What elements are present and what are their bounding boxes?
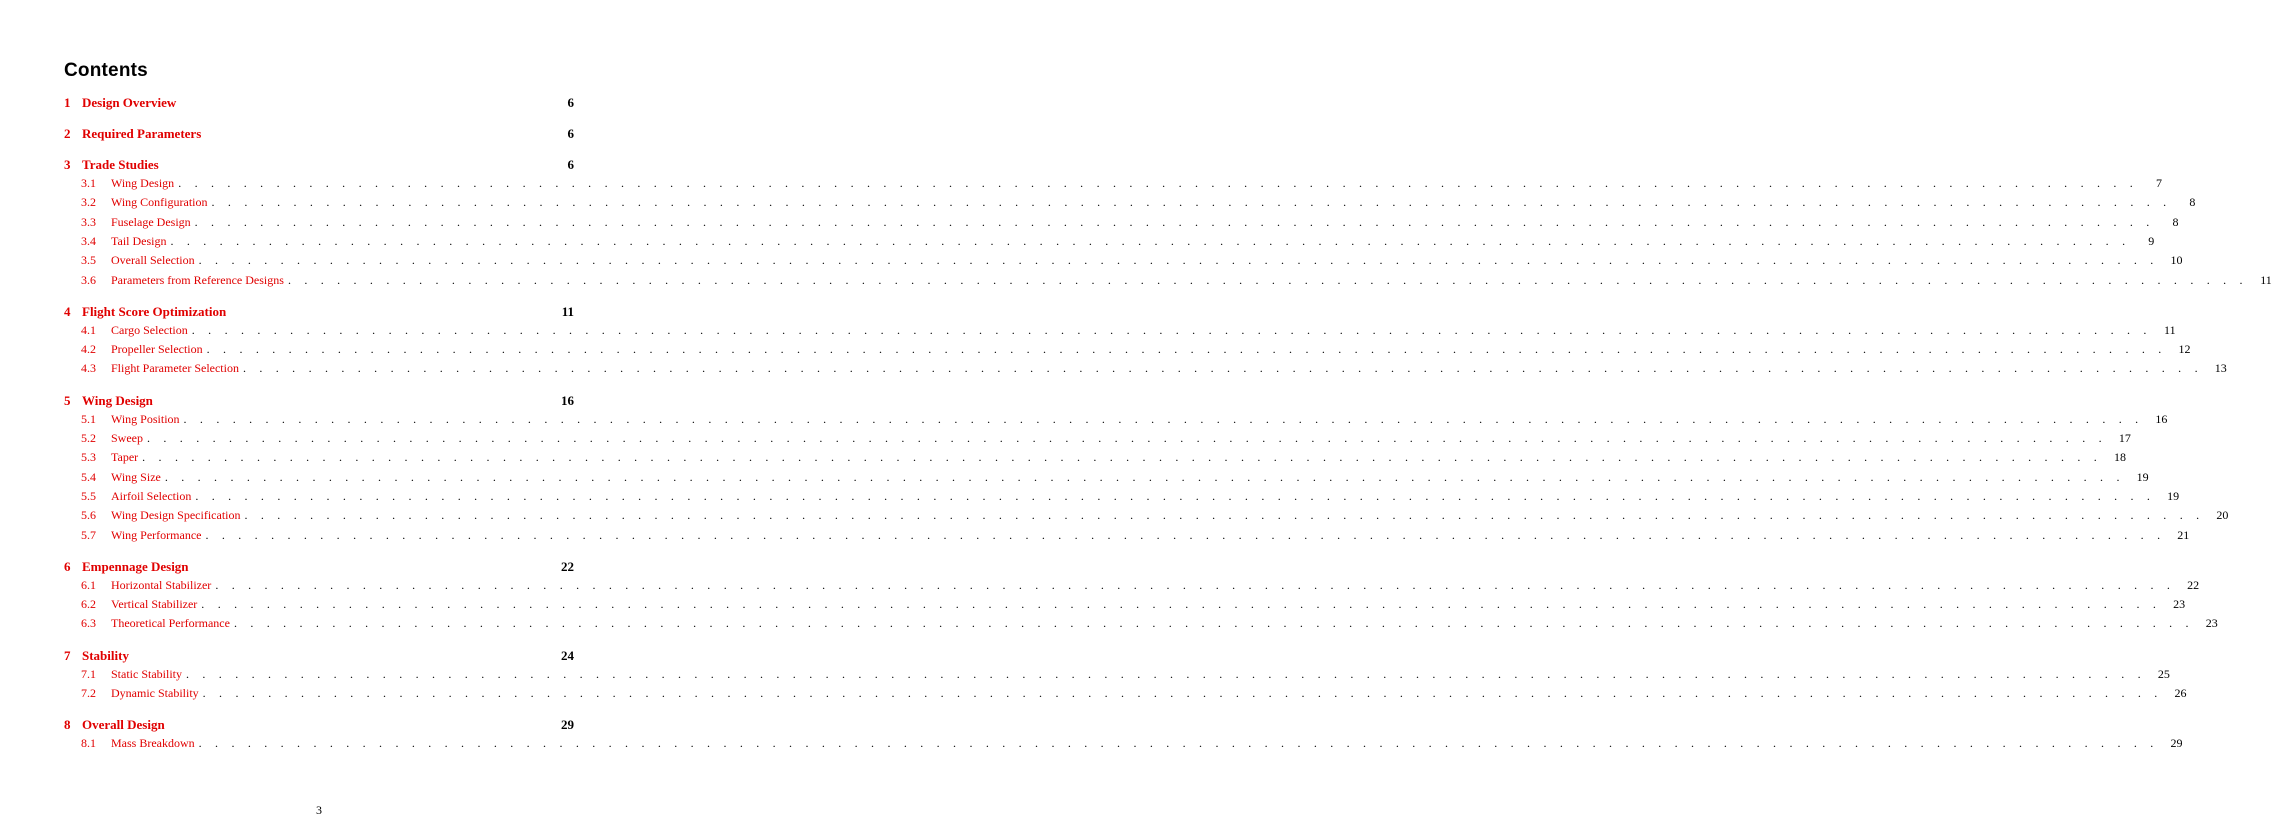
dot-leader: . . . . . . . . . . . . . . . . . . . . . . . . . . . . . . . . . . . . . . . . . . . . . . . . . . . . . . . . . . . . . . . . . . . . . . . . . . . . . . . . . . . . . . . . . . . . . . . . . . . . . . . . . . . . . . . . . . . . . . . .	[191, 322, 2152, 337]
subsection-title-link[interactable]: Overall Selection	[111, 253, 195, 268]
section-page-number: 24	[561, 647, 574, 663]
subsection-title-link[interactable]: Horizontal Stabilizer	[111, 577, 212, 592]
section-page-number: 22	[561, 558, 574, 574]
toc-subsection-entry[interactable]	[64, 233, 2155, 252]
subsection-page-number: 18	[2113, 450, 2126, 465]
subsection-page-number: 20	[2216, 508, 2229, 523]
subsection-title-link[interactable]: Sweep	[111, 431, 143, 445]
dot-leader: . . . . . . . . . . . . . . . . . . . . . . . . . . . . . . . . . . . . . . . . . . . . . . . . . . . . . . . . . . . . . . . . . . . . . . . . . . . . . . . . . . . . . . . . . . . . . . . . . . . . . . . . . . . . . . . . . . . . . . . .	[164, 469, 2125, 484]
toc-section-entry[interactable]	[64, 126, 574, 144]
toc-subsection-entry[interactable]	[64, 253, 2183, 271]
toc-subsection-entry[interactable]	[64, 322, 2176, 341]
subsection-page-number: 19	[2136, 469, 2149, 484]
toc-subsection-entry[interactable]	[64, 488, 2180, 507]
section-page-number: 11	[561, 303, 574, 319]
subsection-title-link[interactable]: Propeller Selection	[111, 342, 203, 357]
subsection-number: 4.1	[81, 322, 96, 337]
subsection-title-link[interactable]: Wing Design Specification	[111, 508, 241, 523]
subsection-page-number: 17	[2118, 431, 2131, 445]
section-title-link[interactable]: Required Parameters	[82, 126, 202, 141]
subsection-title-link[interactable]: Airfoil Selection	[111, 488, 192, 503]
toc-subsection-entry[interactable]	[64, 431, 2131, 449]
page-number: 3	[316, 803, 322, 817]
dot-leader: . . . . . . . . . . . . . . . . . . . . . . . . . . . . . . . . . . . . . . . . . . . . . . . . . . . . . . . . . . . . . . . . . . . . . . . . . . . . . . . . . . . . . . . . . . . . . . . . . . . . . . . . . . . . . . . . . . . . . . . .	[205, 527, 2166, 542]
subsection-number: 6.3	[81, 616, 96, 631]
section-number: 7	[64, 647, 71, 663]
toc-subsection-entry[interactable]	[64, 272, 2272, 291]
toc-section-entry[interactable]	[64, 648, 574, 666]
subsection-number: 4.3	[81, 361, 96, 376]
dot-leader: . . . . . . . . . . . . . . . . . . . . . . . . . . . . . . . . . . . . . . . . . . . . . . . . . . . . . . . . . . . . . . . . . . . . . . . . . . . . . . . . . . . . . . . . . . . . . . . . . . . . . . . . . . . . . . . . . . . . . . . .	[242, 361, 2203, 376]
section-title-link[interactable]: Overall Design	[82, 717, 165, 733]
toc-section-entry[interactable]	[64, 95, 574, 113]
subsection-title-link[interactable]: Vertical Stabilizer	[111, 597, 198, 612]
subsection-number: 3.6	[81, 272, 96, 287]
dot-leader: . . . . . . . . . . . . . . . . . . . . . . . . . . . . . . . . . . . . . . . . . . . . . . . . . . . . . . . . . . . . . . . . . . . . . . . . . . . . . . . . . . . . . . . . . . . . . . . . . . . . . . . . . . . . . . . . . . . . . . . .	[183, 411, 2144, 426]
subsection-page-number: 23	[2205, 616, 2218, 631]
toc-subsection-entry[interactable]	[64, 411, 2168, 430]
subsection-title-link[interactable]: Fuselage Design	[111, 214, 191, 229]
section-page-number: 16	[561, 392, 574, 408]
subsection-title-link[interactable]: Tail Design	[111, 233, 167, 248]
section-title-link[interactable]: Trade Studies	[82, 157, 159, 172]
dot-leader: . . . . . . . . . . . . . . . . . . . . . . . . . . . . . . . . . . . . . . . . . . . . . . . . . . . . . . . . . . . . . . . . . . . . . . . . . . . . . . . . . . . . . . . . . . . . . . . . . . . . . . . . . . . . . . . . . . . . . . . .	[142, 450, 2102, 465]
dot-leader: . . . . . . . . . . . . . . . . . . . . . . . . . . . . . . . . . . . . . . . . . . . . . . . . . . . . . . . . . . . . . . . . . . . . . . . . . . . . . . . . . . . . . . . . . . . . . . . . . . . . . . . . . . . . . . . . . . . . . . . .	[233, 616, 2194, 631]
section-title-link[interactable]: Wing Design	[82, 392, 153, 408]
section-title-link[interactable]: Flight Score Optimization	[82, 303, 227, 319]
subsection-title-link[interactable]: Dynamic Stability	[111, 686, 199, 700]
subsection-title-link[interactable]: Parameters from Reference Designs	[111, 272, 284, 287]
toc-subsection-entry[interactable]	[64, 686, 2187, 704]
toc-subsection-entry[interactable]	[64, 527, 2190, 546]
subsection-number: 3.4	[81, 233, 96, 248]
subsection-title-link[interactable]: Cargo Selection	[111, 322, 188, 337]
subsection-number: 3.2	[81, 195, 96, 210]
toc-subsection-entry[interactable]	[64, 361, 2227, 379]
subsection-title-link[interactable]: Static Stability	[111, 666, 182, 681]
subsection-page-number: 11	[2260, 272, 2272, 287]
section-number: 4	[64, 303, 71, 319]
subsection-number: 5.5	[81, 488, 96, 503]
toc-subsection-entry[interactable]	[64, 597, 2186, 615]
subsection-number: 5.3	[81, 450, 96, 465]
subsection-number: 5.2	[81, 431, 96, 445]
toc-subsection-entry[interactable]	[64, 508, 2229, 526]
subsection-number: 7.2	[81, 686, 96, 700]
subsection-page-number: 9	[2148, 233, 2155, 248]
subsection-number: 4.2	[81, 342, 96, 357]
subsection-title-link[interactable]: Wing Size	[111, 469, 161, 484]
subsection-page-number: 29	[2170, 736, 2183, 751]
subsection-page-number: 12	[2178, 342, 2191, 357]
subsection-title-link[interactable]: Wing Performance	[111, 527, 202, 542]
subsection-number: 8.1	[81, 736, 96, 751]
dot-leader: . . . . . . . . . . . . . . . . . . . . . . . . . . . . . . . . . . . . . . . . . . . . . . . . . . . . . . . . . . . . . . . . . . . . . . . . . . . . . . . . . . . . . . . . . . . . . . . . . . . . . . . . . . . . . . . . . . . . . . . .	[206, 342, 2167, 357]
dot-leader: . . . . . . . . . . . . . . . . . . . . . . . . . . . . . . . . . . . . . . . . . . . . . . . . . . . . . . . . . . . . . . . . . . . . . . . . . . . . . . . . . . . . . . . . . . . . . . . . . . . . . . . . . . . . . . . . . . . . . . . .	[186, 666, 2146, 681]
subsection-title-link[interactable]: Theoretical Performance	[111, 616, 230, 631]
subsection-page-number: 7	[2156, 176, 2162, 190]
subsection-title-link[interactable]: Flight Parameter Selection	[111, 361, 239, 376]
toc-subsection-entry[interactable]	[64, 342, 2191, 360]
dot-leader: . . . . . . . . . . . . . . . . . . . . . . . . . . . . . . . . . . . . . . . . . . . . . . . . . . . . . . . . . . . . . . . . . . . . . . . . . . . . . . . . . . . . . . . . . . . . . . . . . . . . . . . . . . . . . . . . . . . . . . . .	[244, 508, 2205, 523]
subsection-page-number: 19	[2167, 488, 2180, 503]
subsection-number: 3.3	[81, 214, 96, 229]
subsection-page-number: 8	[2172, 214, 2179, 229]
toc-subsection-entry[interactable]	[64, 616, 2218, 634]
toc-subsection-entry[interactable]	[64, 469, 2149, 488]
dot-leader: . . . . . . . . . . . . . . . . . . . . . . . . . . . . . . . . . . . . . . . . . . . . . . . . . . . . . . . . . . . . . . . . . . . . . . . . . . . . . . . . . . . . . . . . . . . . . . . . . . . . . . . . . . . . . . . . . . . . . . . .	[194, 214, 2155, 229]
toc-subsection-entry[interactable]	[64, 195, 2196, 213]
section-number: 1	[64, 95, 71, 110]
toc-subsection-entry[interactable]	[64, 666, 2170, 685]
toc-section-entry[interactable]	[64, 157, 574, 175]
toc-section-entry[interactable]	[64, 559, 574, 577]
subsection-number: 5.4	[81, 469, 96, 484]
page-title: Contents	[64, 60, 148, 81]
subsection-page-number: 11	[2164, 322, 2176, 337]
subsection-page-number: 8	[2189, 195, 2196, 210]
section-title-link[interactable]: Stability	[82, 647, 129, 663]
section-page-number: 6	[567, 157, 574, 172]
section-number: 3	[64, 157, 71, 172]
dot-leader: . . . . . . . . . . . . . . . . . . . . . . . . . . . . . . . . . . . . . . . . . . . . . . . . . . . . . . . . . . . . . . . . . . . . . . . . . . . . . . . . . . . . . . . . . . . . . . . . . . . . . . . . . . . . . . . . . . . . . . . .	[287, 272, 2248, 287]
subsection-page-number: 21	[2177, 527, 2190, 542]
subsection-title-link[interactable]: Wing Configuration	[111, 195, 208, 210]
toc-section-entry[interactable]	[64, 717, 574, 735]
subsection-number: 5.6	[81, 508, 96, 523]
section-number: 5	[64, 392, 71, 408]
dot-leader: . . . . . . . . . . . . . . . . . . . . . . . . . . . . . . . . . . . . . . . . . . . . . . . . . . . . . . . . . . . . . . . . . . . . . . . . . . . . . . . . . . . . . . . . . . . . . . . . . . . . . . . . . . . . . . . . . . . . . . . .	[211, 195, 2172, 210]
subsection-page-number: 16	[2155, 411, 2168, 426]
section-page-number: 6	[567, 95, 574, 110]
subsection-title-link[interactable]: Mass Breakdown	[111, 736, 195, 751]
section-page-number: 29	[561, 717, 574, 733]
subsection-page-number: 10	[2170, 253, 2183, 268]
section-number: 6	[64, 558, 71, 574]
toc-subsection-entry[interactable]	[64, 736, 2183, 754]
section-title-link[interactable]: Empennage Design	[82, 558, 189, 574]
subsection-page-number: 25	[2157, 666, 2170, 681]
dot-leader: . . . . . . . . . . . . . . . . . . . . . . . . . . . . . . . . . . . . . . . . . . . . . . . . . . . . . . . . . . . . . . . . . . . . . . . . . . . . . . . . . . . . . . . . . . . . . . . . . . . . . . . . . . . . . . . . . . . . . . . .	[201, 597, 2162, 612]
subsection-number: 6.1	[81, 577, 96, 592]
toc-subsection-entry[interactable]	[64, 176, 2162, 194]
dot-leader: . . . . . . . . . . . . . . . . . . . . . . . . . . . . . . . . . . . . . . . . . . . . . . . . . . . . . . . . . . . . . . . . . . . . . . . . . . . . . . . . . . . . . . . . . . . . . . . . . . . . . . . . . . . . . . . . . . . . . . . .	[202, 686, 2163, 700]
dot-leader: . . . . . . . . . . . . . . . . . . . . . . . . . . . . . . . . . . . . . . . . . . . . . . . . . . . . . . . . . . . . . . . . . . . . . . . . . . . . . . . . . . . . . . . . . . . . . . . . . . . . . . . . . . . . . . . . . . . . . . . .	[198, 253, 2159, 268]
toc-subsection-entry[interactable]	[64, 450, 2126, 468]
toc-subsection-entry[interactable]	[64, 214, 2179, 233]
subsection-title-link[interactable]: Wing Design	[111, 176, 175, 190]
toc-section-entry[interactable]	[64, 304, 574, 322]
subsection-page-number: 23	[2173, 597, 2186, 612]
subsection-number: 7.1	[81, 666, 96, 681]
subsection-page-number: 22	[2187, 577, 2200, 592]
subsection-number: 3.5	[81, 253, 96, 268]
subsection-number: 5.1	[81, 411, 96, 426]
dot-leader: . . . . . . . . . . . . . . . . . . . . . . . . . . . . . . . . . . . . . . . . . . . . . . . . . . . . . . . . . . . . . . . . . . . . . . . . . . . . . . . . . . . . . . . . . . . . . . . . . . . . . . . . . . . . . . . . . . . . . . . .	[195, 488, 2156, 503]
subsection-number: 6.2	[81, 597, 96, 612]
section-number: 2	[64, 126, 71, 141]
subsection-page-number: 13	[2214, 361, 2227, 376]
dot-leader: . . . . . . . . . . . . . . . . . . . . . . . . . . . . . . . . . . . . . . . . . . . . . . . . . . . . . . . . . . . . . . . . . . . . . . . . . . . . . . . . . . . . . . . . . . . . . . . . . . . . . . . . . . . . . . . . . . . . . . . .	[198, 736, 2159, 751]
subsection-page-number: 26	[2174, 686, 2187, 700]
toc-subsection-entry[interactable]	[64, 577, 2200, 596]
dot-leader: . . . . . . . . . . . . . . . . . . . . . . . . . . . . . . . . . . . . . . . . . . . . . . . . . . . . . . . . . . . . . . . . . . . . . . . . . . . . . . . . . . . . . . . . . . . . . . . . . . . . . . . . . . . . . . . . . . . . . . . .	[147, 431, 2107, 445]
subsection-number: 3.1	[81, 176, 96, 190]
section-number: 8	[64, 717, 71, 733]
section-page-number: 6	[567, 126, 574, 141]
toc-section-entry[interactable]	[64, 393, 574, 411]
subsection-number: 5.7	[81, 527, 96, 542]
dot-leader: . . . . . . . . . . . . . . . . . . . . . . . . . . . . . . . . . . . . . . . . . . . . . . . . . . . . . . . . . . . . . . . . . . . . . . . . . . . . . . . . . . . . . . . . . . . . . . . . . . . . . . . . . . . . . . . . . . . . . . . .	[178, 176, 2138, 190]
dot-leader: . . . . . . . . . . . . . . . . . . . . . . . . . . . . . . . . . . . . . . . . . . . . . . . . . . . . . . . . . . . . . . . . . . . . . . . . . . . . . . . . . . . . . . . . . . . . . . . . . . . . . . . . . . . . . . . . . . . . . . . .	[170, 233, 2131, 248]
section-title-link[interactable]: Design Overview	[82, 95, 177, 110]
subsection-title-link[interactable]: Taper	[111, 450, 139, 465]
subsection-title-link[interactable]: Wing Position	[111, 411, 180, 426]
dot-leader: . . . . . . . . . . . . . . . . . . . . . . . . . . . . . . . . . . . . . . . . . . . . . . . . . . . . . . . . . . . . . . . . . . . . . . . . . . . . . . . . . . . . . . . . . . . . . . . . . . . . . . . . . . . . . . . . . . . . . . . .	[215, 577, 2176, 592]
